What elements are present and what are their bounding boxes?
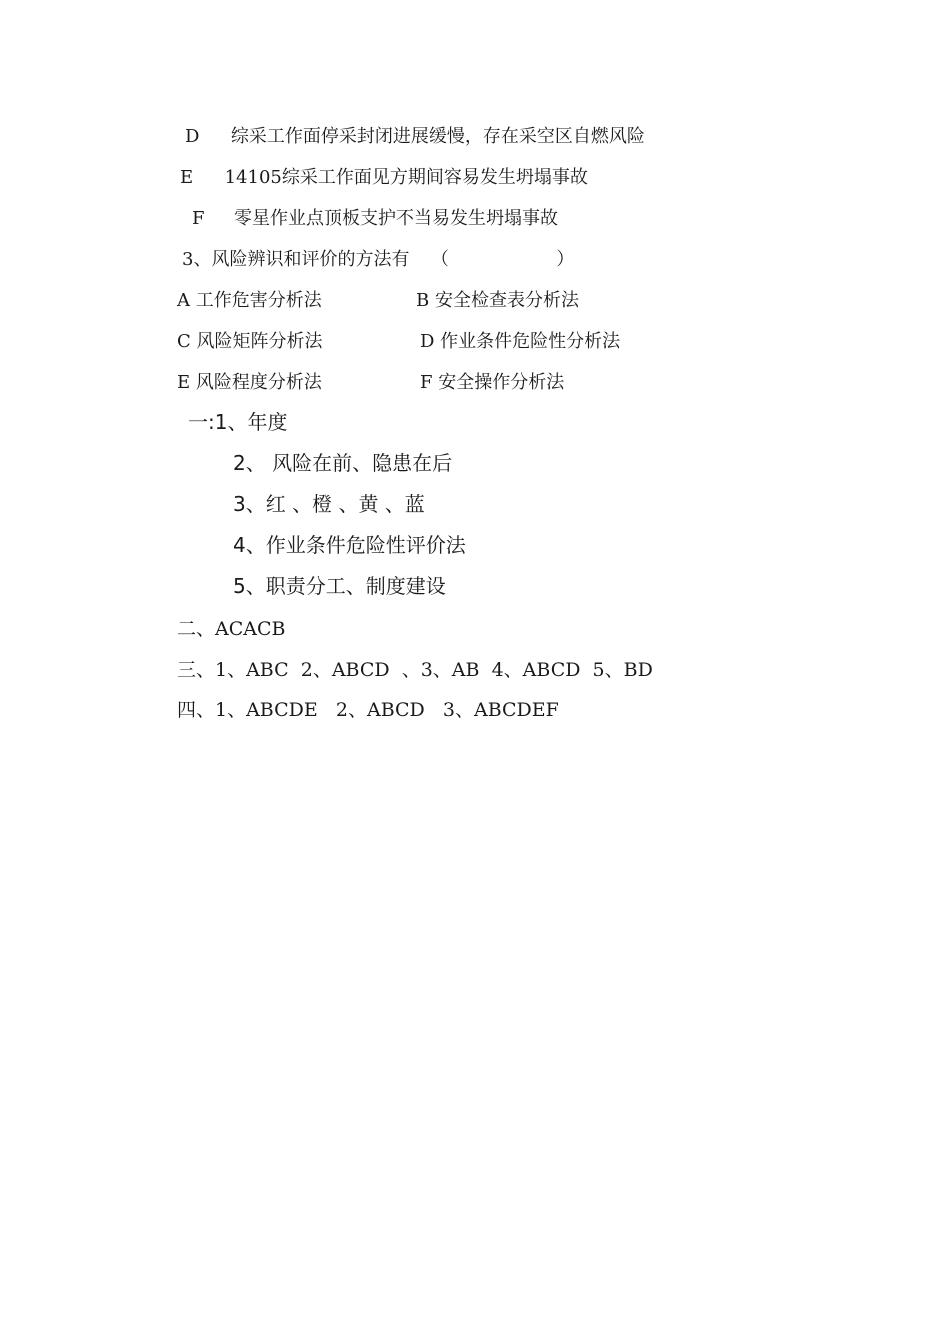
option-f xyxy=(192,207,558,231)
option-text: 综采工作面停采封闭进展缓慢，存在采空区自燃风险 xyxy=(230,126,645,147)
answer-section-1-heading: 一:1、年度 xyxy=(188,410,288,434)
answer-section-1-item: 3、红 、橙 、黄 、蓝 xyxy=(233,492,425,516)
option-letter: F xyxy=(192,208,205,229)
answer-section-2: 二、ACACB xyxy=(177,618,286,640)
answer-blank-open: （ xyxy=(430,249,449,270)
question-3-option-a: A 工作危害分析法 xyxy=(177,290,322,311)
question-3-option-c: C 风险矩阵分析法 xyxy=(177,331,323,352)
question-3-option-e: E 风险程度分析法 xyxy=(177,372,322,393)
question-3-stem xyxy=(182,248,574,272)
question-3-option-b: B 安全检查表分析法 xyxy=(416,290,579,311)
question-3-option-f: F 安全操作分析法 xyxy=(420,372,565,393)
option-text: 14105综采工作面见方期间容易发生坍塌事故 xyxy=(224,167,588,188)
option-text: 零星作业点顶板支护不当易发生坍塌事故 xyxy=(233,208,558,229)
answer-section-1-item: 4、作业条件危险性评价法 xyxy=(233,533,466,557)
option-letter: D xyxy=(185,126,200,147)
question-text: 3、风险辨识和评价的方法有 xyxy=(182,249,410,270)
answer-section-1-item: 5、职责分工、制度建设 xyxy=(233,574,446,598)
option-e xyxy=(180,166,588,190)
answer-blank-close: ） xyxy=(556,249,575,270)
option-letter: E xyxy=(180,167,194,188)
option-d xyxy=(185,125,645,149)
answer-section-3: 三、1、ABC 2、ABCD 、3、AB 4、ABCD 5、BD xyxy=(177,659,653,681)
question-3-option-d: D 作业条件危险性分析法 xyxy=(420,331,621,352)
answer-section-1-item: 2、 风险在前、隐患在后 xyxy=(233,451,453,475)
answer-section-4: 四、1、ABCDE 2、ABCD 3、ABCDEF xyxy=(177,699,559,721)
